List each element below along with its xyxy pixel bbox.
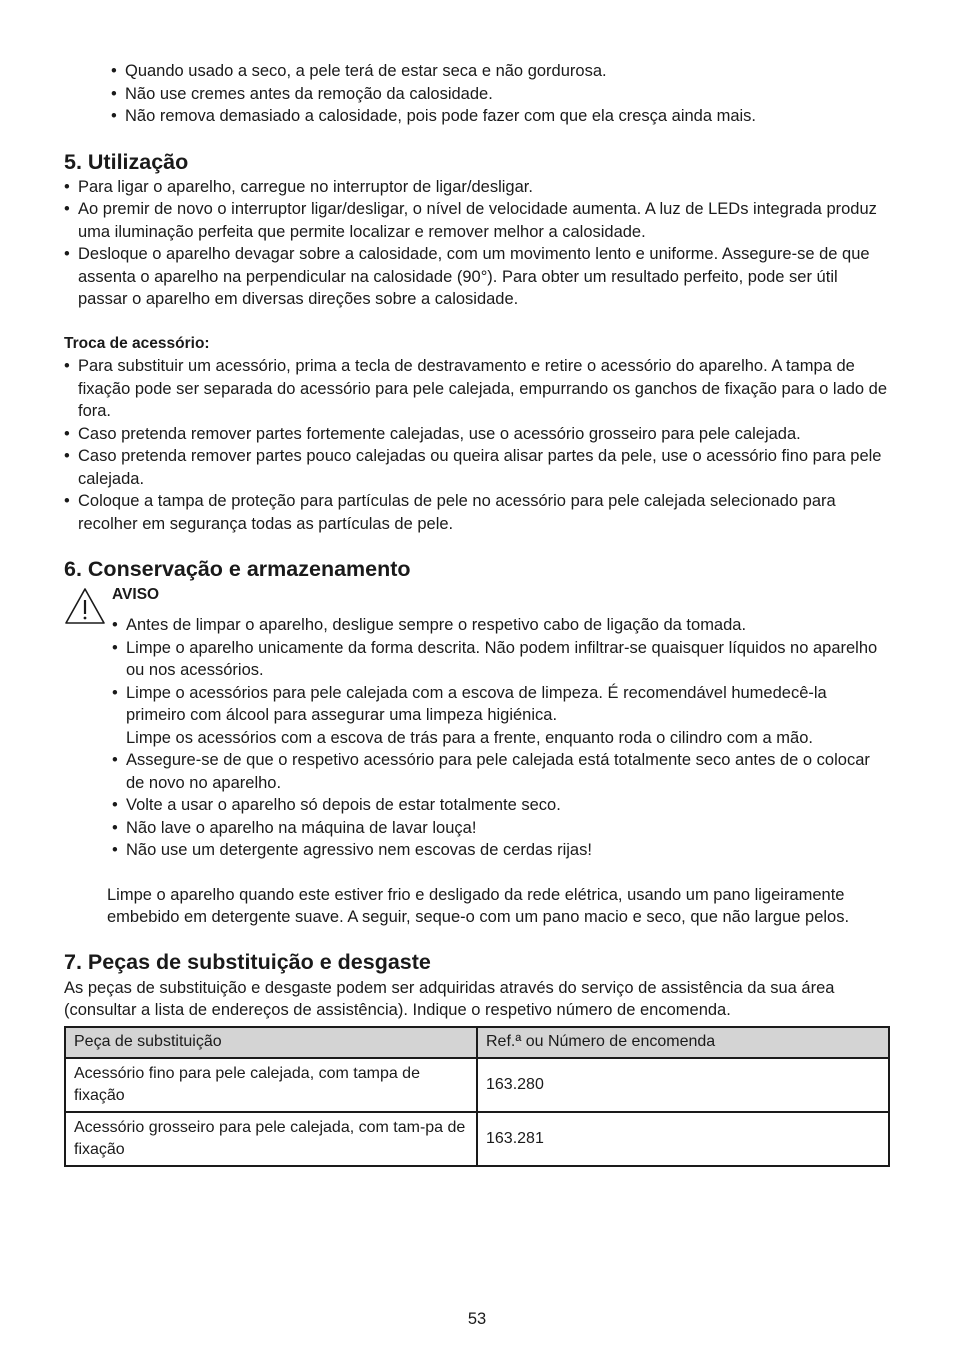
cleaning-paragraph: Limpe o aparelho quando este estiver frio e desligado da rede elétrica, usando um pano ligeiramente embebido em detergente suave. A seguir, seque-o com um pano macio e seco, que não largue pelos. (107, 885, 850, 926)
section-7-intro: As peças de substituição e desgaste podem ser adquiridas através do serviço de assistência da sua área (consultar a lista de endereços de assistência). Indique o respetivo número de encomenda. (64, 978, 835, 1019)
list-item: • Volte a usar o aparelho só depois de estar totalmente seco. (112, 794, 890, 817)
table-header-row (65, 1027, 889, 1058)
table-cell: 163.281 (477, 1112, 889, 1166)
list-item: • Coloque a tampa de proteção para partículas de pele no acessório para pele calejada selecionado para recolher em segurança todas as partículas de pele. (64, 490, 890, 535)
list-item: • Para ligar o aparelho, carregue no interruptor de ligar/desligar. (64, 176, 890, 199)
warning-block (64, 585, 890, 862)
accessory-change-subtitle: Troca de acessório: (64, 334, 210, 352)
list-item: • Quando usado a seco, a pele terá de estar seca e não gordurosa. (111, 60, 890, 83)
table-header-cell: Peça de substituição (65, 1027, 477, 1058)
list-item: • Não use um detergente agressivo nem escovas de cerdas rijas! (112, 839, 890, 862)
list-item: • Limpe o aparelho unicamente da forma descrita. Não podem infiltrar-se quaisquer líquidos no aparelho ou nos acessórios. (112, 637, 890, 682)
list-item: • Caso pretenda remover partes pouco calejadas ou queira alisar partes da pele, use o acessório fino para pele calejada. (64, 445, 890, 490)
list-item: • Antes de limpar o aparelho, desligue sempre o respetivo cabo de ligação da tomada. (112, 614, 890, 637)
document-page (64, 60, 890, 1167)
warning-label: AVISO (112, 586, 160, 603)
table-row (65, 1112, 889, 1166)
section-6-bullet-list (112, 614, 890, 862)
section-5-title: 5. Utilização (64, 149, 189, 174)
list-item: • Não remova demasiado a calosidade, pois pode fazer com que ela cresça ainda mais. (111, 105, 890, 128)
section-6-title: 6. Conservação e armazenamento (64, 557, 411, 581)
list-item: • Limpe o acessórios para pele calejada com a escova de limpeza. É recomendável humedecê-la primeiro com álcool para assegurar uma limpeza higiénica. (112, 682, 890, 727)
list-item: • Não lave o aparelho na máquina de lavar louça! (112, 817, 890, 840)
replacement-parts-table (64, 1026, 890, 1167)
table-row (65, 1058, 889, 1112)
list-item: • Não use cremes antes da remoção da calosidade. (111, 83, 890, 106)
top-bullet-list (111, 60, 890, 128)
list-item: • Assegure-se de que o respetivo acessório para pele calejada está totalmente seco antes de o colocar de novo no aparelho. (112, 749, 890, 794)
table-header-cell: Ref.ª ou Número de encomenda (477, 1027, 889, 1058)
table-cell: Acessório grosseiro para pele calejada, com tam-pa de fixação (65, 1112, 477, 1166)
list-item: • Para substituir um acessório, prima a tecla de destravamento e retire o acessório do aparelho. A tampa de fixação pode ser separada do acessório para pele calejada, empurrando os ganchos de fixação para o lado de fora. (64, 355, 890, 423)
list-item: • Ao premir de novo o interruptor ligar/desligar, o nível de velocidade aumenta. A luz de LEDs integrada produz uma iluminação perfeita que permite localizar e remover melhor a calosidade. (64, 198, 890, 243)
table-cell: Acessório fino para pele calejada, com tampa de fixação (65, 1058, 477, 1112)
cleaning-extra-line: Limpe os acessórios com a escova de trás para a frente, enquanto roda o cilindro com a mão. (126, 728, 813, 747)
accessory-change-bullet-list (64, 355, 890, 535)
list-item: • Desloque o aparelho devagar sobre a calosidade, com um movimento lento e uniforme. Assegure-se de que assenta o aparelho na perpendicular na calosidade (90°). Para obter um resultado perfeito, pode ser útil passar o aparelho em diversas direções sobre a calosidade. (64, 243, 890, 311)
page-number: 53 (467, 1310, 487, 1328)
list-item: • Caso pretenda remover partes fortemente calejadas, use o acessório grosseiro para pele calejada. (64, 423, 890, 446)
warning-triangle-icon (64, 587, 106, 625)
table-cell: 163.280 (477, 1058, 889, 1112)
section-5-bullet-list (64, 176, 890, 311)
section-7-title: 7. Peças de substituição e desgaste (64, 949, 431, 974)
